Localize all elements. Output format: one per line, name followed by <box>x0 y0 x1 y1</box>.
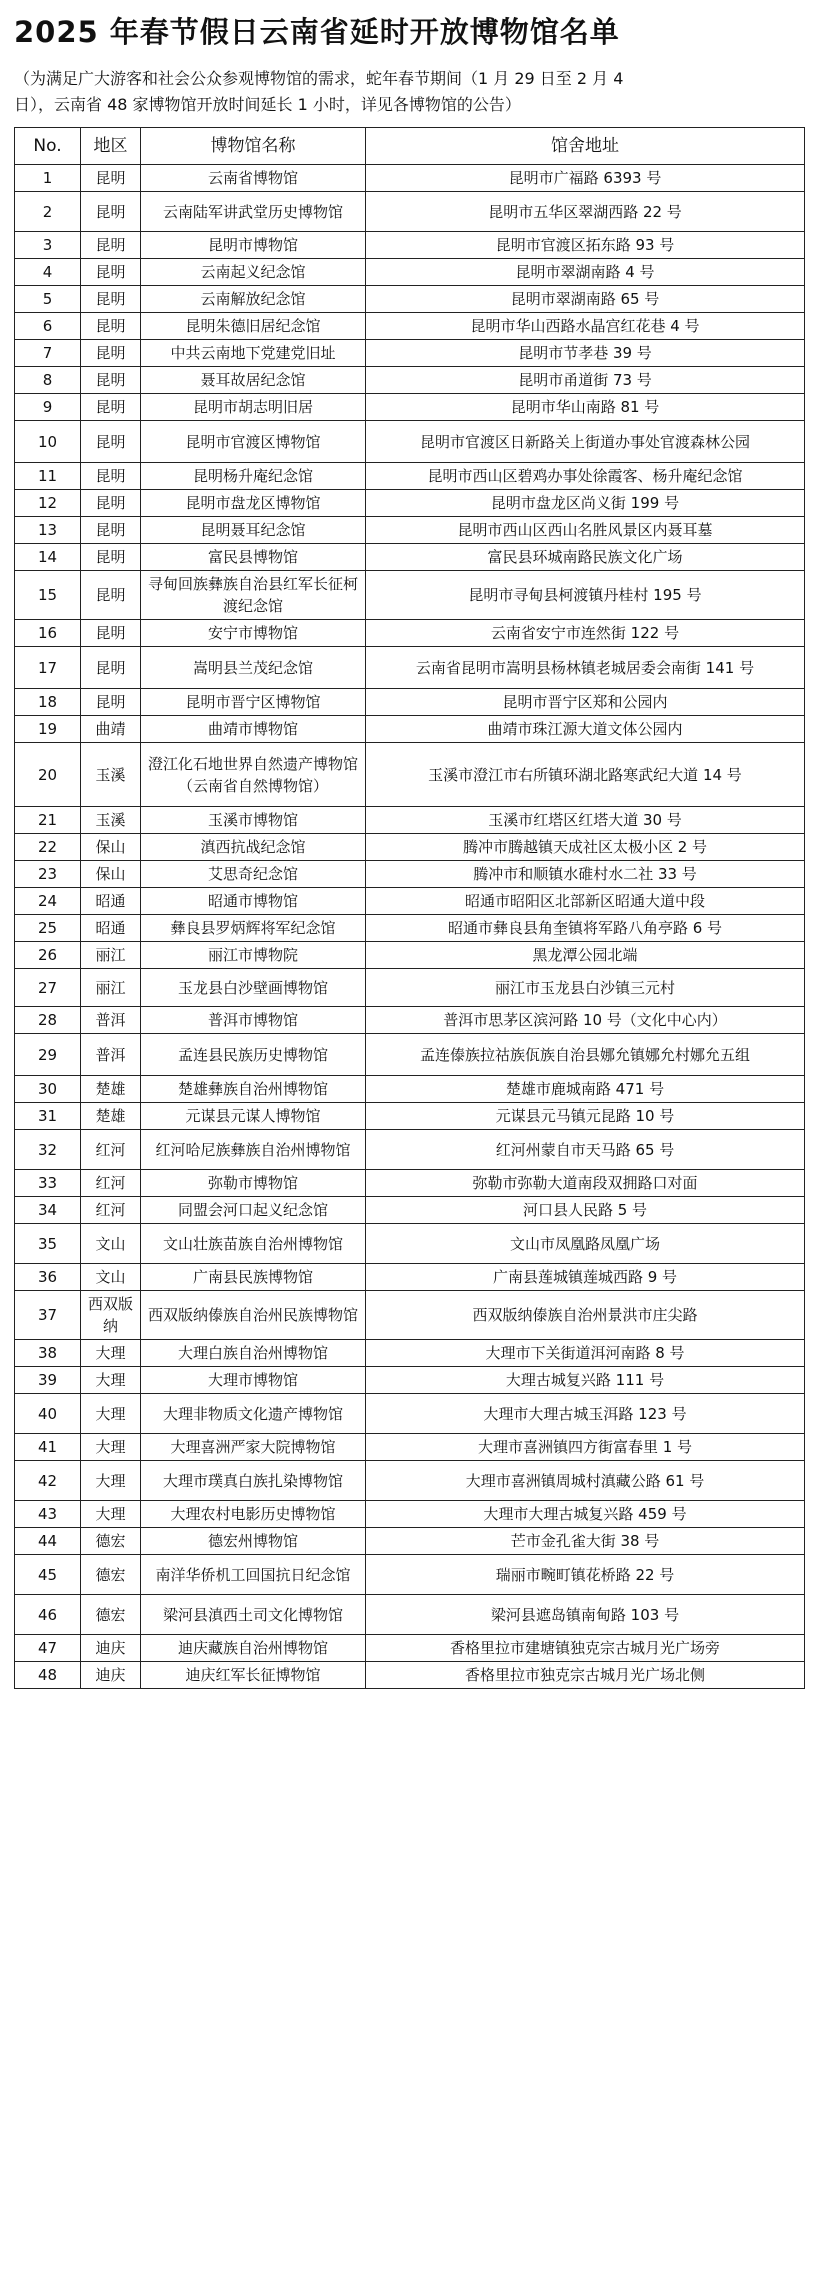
cell-area: 德宏 <box>81 1528 141 1555</box>
cell-area: 大理 <box>81 1501 141 1528</box>
cell-no: 21 <box>15 807 81 834</box>
cell-museum-name: 云南起义纪念馆 <box>141 259 366 286</box>
cell-address: 孟连傣族拉祜族佤族自治县娜允镇娜允村娜允五组 <box>366 1034 805 1076</box>
cell-area: 昆明 <box>81 463 141 490</box>
cell-area: 昆明 <box>81 394 141 421</box>
cell-area: 昆明 <box>81 165 141 192</box>
cell-no: 27 <box>15 969 81 1007</box>
cell-no: 34 <box>15 1197 81 1224</box>
table-row <box>15 192 805 232</box>
cell-museum-name: 玉龙县白沙壁画博物馆 <box>141 969 366 1007</box>
cell-no: 25 <box>15 915 81 942</box>
cell-address: 广南县莲城镇莲城西路 9 号 <box>366 1264 805 1291</box>
cell-museum-name: 弥勒市博物馆 <box>141 1170 366 1197</box>
cell-museum-name: 滇西抗战纪念馆 <box>141 834 366 861</box>
table-row <box>15 969 805 1007</box>
cell-address: 昭通市彝良县角奎镇将军路八角亭路 6 号 <box>366 915 805 942</box>
cell-museum-name: 昆明杨升庵纪念馆 <box>141 463 366 490</box>
cell-address: 元谋县元马镇元昆路 10 号 <box>366 1103 805 1130</box>
cell-no: 14 <box>15 544 81 571</box>
cell-area: 大理 <box>81 1340 141 1367</box>
cell-museum-name: 大理市璞真白族扎染博物馆 <box>141 1461 366 1501</box>
cell-no: 8 <box>15 367 81 394</box>
cell-address: 昆明市翠湖南路 4 号 <box>366 259 805 286</box>
cell-address: 弥勒市弥勒大道南段双拥路口对面 <box>366 1170 805 1197</box>
table-row <box>15 1394 805 1434</box>
cell-area: 红河 <box>81 1170 141 1197</box>
cell-museum-name: 聂耳故居纪念馆 <box>141 367 366 394</box>
table-row <box>15 1555 805 1595</box>
cell-area: 昆明 <box>81 620 141 647</box>
cell-no: 48 <box>15 1662 81 1689</box>
table-row <box>15 1224 805 1264</box>
cell-address: 昆明市官渡区拓东路 93 号 <box>366 232 805 259</box>
cell-address: 昆明市晋宁区郑和公园内 <box>366 689 805 716</box>
cell-area: 大理 <box>81 1461 141 1501</box>
cell-museum-name: 文山壮族苗族自治州博物馆 <box>141 1224 366 1264</box>
table-row <box>15 1291 805 1340</box>
table-row <box>15 1076 805 1103</box>
cell-no: 12 <box>15 490 81 517</box>
cell-museum-name: 云南解放纪念馆 <box>141 286 366 313</box>
cell-address: 昆明市节孝巷 39 号 <box>366 340 805 367</box>
table-row <box>15 259 805 286</box>
cell-museum-name: 大理市博物馆 <box>141 1367 366 1394</box>
table-row <box>15 743 805 807</box>
cell-museum-name: 元谋县元谋人博物馆 <box>141 1103 366 1130</box>
cell-area: 丽江 <box>81 969 141 1007</box>
cell-area: 丽江 <box>81 942 141 969</box>
cell-area: 昆明 <box>81 340 141 367</box>
cell-no: 41 <box>15 1434 81 1461</box>
cell-museum-name: 昆明市博物馆 <box>141 232 366 259</box>
cell-address: 昆明市华山南路 81 号 <box>366 394 805 421</box>
cell-no: 2 <box>15 192 81 232</box>
cell-museum-name: 昆明朱德旧居纪念馆 <box>141 313 366 340</box>
table-row <box>15 1103 805 1130</box>
cell-no: 43 <box>15 1501 81 1528</box>
cell-museum-name: 云南陆军讲武堂历史博物馆 <box>141 192 366 232</box>
cell-museum-name: 昆明市盘龙区博物馆 <box>141 490 366 517</box>
table-row <box>15 716 805 743</box>
cell-area: 昆明 <box>81 490 141 517</box>
cell-museum-name: 曲靖市博物馆 <box>141 716 366 743</box>
cell-no: 32 <box>15 1130 81 1170</box>
table-row <box>15 1264 805 1291</box>
cell-no: 31 <box>15 1103 81 1130</box>
cell-area: 大理 <box>81 1394 141 1434</box>
cell-no: 26 <box>15 942 81 969</box>
cell-address: 昆明市寻甸县柯渡镇丹桂村 195 号 <box>366 571 805 620</box>
cell-area: 昆明 <box>81 367 141 394</box>
table-row <box>15 490 805 517</box>
cell-area: 红河 <box>81 1197 141 1224</box>
table-row <box>15 367 805 394</box>
table-row <box>15 394 805 421</box>
cell-museum-name: 南洋华侨机工回国抗日纪念馆 <box>141 1555 366 1595</box>
cell-no: 47 <box>15 1635 81 1662</box>
cell-museum-name: 迪庆红军长征博物馆 <box>141 1662 366 1689</box>
cell-no: 29 <box>15 1034 81 1076</box>
cell-address: 红河州蒙自市天马路 65 号 <box>366 1130 805 1170</box>
cell-area: 玉溪 <box>81 743 141 807</box>
cell-museum-name: 大理非物质文化遗产博物馆 <box>141 1394 366 1434</box>
cell-address: 曲靖市珠江源大道文体公园内 <box>366 716 805 743</box>
table-row <box>15 1434 805 1461</box>
cell-museum-name: 昆明市官渡区博物馆 <box>141 421 366 463</box>
cell-museum-name: 昆明聂耳纪念馆 <box>141 517 366 544</box>
cell-museum-name: 大理白族自治州博物馆 <box>141 1340 366 1367</box>
table-row <box>15 544 805 571</box>
cell-address: 大理市喜洲镇周城村滇藏公路 61 号 <box>366 1461 805 1501</box>
cell-no: 10 <box>15 421 81 463</box>
cell-museum-name: 寻甸回族彝族自治县红军长征柯渡纪念馆 <box>141 571 366 620</box>
cell-area: 大理 <box>81 1434 141 1461</box>
cell-museum-name: 昆明市胡志明旧居 <box>141 394 366 421</box>
cell-address: 香格里拉市建塘镇独克宗古城月光广场旁 <box>366 1635 805 1662</box>
cell-area: 昆明 <box>81 647 141 689</box>
cell-address: 芒市金孔雀大街 38 号 <box>366 1528 805 1555</box>
cell-no: 44 <box>15 1528 81 1555</box>
cell-no: 30 <box>15 1076 81 1103</box>
table-row <box>15 888 805 915</box>
cell-area: 文山 <box>81 1224 141 1264</box>
cell-address: 香格里拉市独克宗古城月光广场北侧 <box>366 1662 805 1689</box>
cell-no: 42 <box>15 1461 81 1501</box>
page-title: 2025 年春节假日云南省延时开放博物馆名单 <box>14 15 620 49</box>
cell-no: 17 <box>15 647 81 689</box>
cell-area: 楚雄 <box>81 1103 141 1130</box>
table-row <box>15 1130 805 1170</box>
museum-table <box>14 127 805 1689</box>
table-header-row <box>15 128 805 165</box>
header-area: 地区 <box>81 128 141 165</box>
cell-museum-name: 艾思奇纪念馆 <box>141 861 366 888</box>
table-row <box>15 313 805 340</box>
cell-area: 大理 <box>81 1367 141 1394</box>
cell-address: 普洱市思茅区滨河路 10 号（文化中心内） <box>366 1007 805 1034</box>
cell-no: 6 <box>15 313 81 340</box>
cell-address: 昆明市华山西路水晶宫红花巷 4 号 <box>366 313 805 340</box>
table-row <box>15 1461 805 1501</box>
cell-no: 37 <box>15 1291 81 1340</box>
table-row <box>15 340 805 367</box>
table-row <box>15 1501 805 1528</box>
cell-no: 5 <box>15 286 81 313</box>
cell-address: 昆明市官渡区日新路关上街道办事处官渡森林公园 <box>366 421 805 463</box>
cell-museum-name: 彝良县罗炳辉将军纪念馆 <box>141 915 366 942</box>
cell-museum-name: 昆明市晋宁区博物馆 <box>141 689 366 716</box>
cell-address: 云南省昆明市嵩明县杨林镇老城居委会南街 141 号 <box>366 647 805 689</box>
cell-museum-name: 大理农村电影历史博物馆 <box>141 1501 366 1528</box>
cell-museum-name: 同盟会河口起义纪念馆 <box>141 1197 366 1224</box>
cell-museum-name: 楚雄彝族自治州博物馆 <box>141 1076 366 1103</box>
cell-no: 40 <box>15 1394 81 1434</box>
table-row <box>15 232 805 259</box>
cell-address: 玉溪市澄江市右所镇环湖北路寒武纪大道 14 号 <box>366 743 805 807</box>
cell-no: 28 <box>15 1007 81 1034</box>
cell-area: 昭通 <box>81 888 141 915</box>
cell-address: 昆明市广福路 6393 号 <box>366 165 805 192</box>
cell-no: 35 <box>15 1224 81 1264</box>
cell-area: 昭通 <box>81 915 141 942</box>
cell-museum-name: 西双版纳傣族自治州民族博物馆 <box>141 1291 366 1340</box>
cell-no: 16 <box>15 620 81 647</box>
cell-no: 18 <box>15 689 81 716</box>
table-row <box>15 571 805 620</box>
cell-area: 迪庆 <box>81 1662 141 1689</box>
cell-no: 36 <box>15 1264 81 1291</box>
cell-no: 9 <box>15 394 81 421</box>
cell-museum-name: 梁河县滇西土司文化博物馆 <box>141 1595 366 1635</box>
table-row <box>15 915 805 942</box>
cell-museum-name: 迪庆藏族自治州博物馆 <box>141 1635 366 1662</box>
cell-address: 昆明市西山区碧鸡办事处徐霞客、杨升庵纪念馆 <box>366 463 805 490</box>
cell-area: 昆明 <box>81 571 141 620</box>
cell-museum-name: 富民县博物馆 <box>141 544 366 571</box>
cell-museum-name: 云南省博物馆 <box>141 165 366 192</box>
table-row <box>15 1635 805 1662</box>
cell-no: 38 <box>15 1340 81 1367</box>
cell-no: 13 <box>15 517 81 544</box>
cell-address: 昆明市甬道街 73 号 <box>366 367 805 394</box>
cell-no: 20 <box>15 743 81 807</box>
cell-address: 昆明市五华区翠湖西路 22 号 <box>366 192 805 232</box>
cell-area: 迪庆 <box>81 1635 141 1662</box>
cell-no: 46 <box>15 1595 81 1635</box>
table-row <box>15 807 805 834</box>
cell-area: 楚雄 <box>81 1076 141 1103</box>
cell-no: 19 <box>15 716 81 743</box>
table-row <box>15 286 805 313</box>
intro-note <box>14 66 814 118</box>
table-row <box>15 1662 805 1689</box>
cell-no: 45 <box>15 1555 81 1595</box>
cell-area: 文山 <box>81 1264 141 1291</box>
table-row <box>15 620 805 647</box>
cell-museum-name: 昭通市博物馆 <box>141 888 366 915</box>
cell-address: 河口县人民路 5 号 <box>366 1197 805 1224</box>
cell-no: 7 <box>15 340 81 367</box>
cell-address: 昆明市翠湖南路 65 号 <box>366 286 805 313</box>
cell-address: 大理古城复兴路 111 号 <box>366 1367 805 1394</box>
cell-no: 15 <box>15 571 81 620</box>
cell-address: 富民县环城南路民族文化广场 <box>366 544 805 571</box>
table-row <box>15 1170 805 1197</box>
cell-address: 昆明市西山区西山名胜风景区内聂耳墓 <box>366 517 805 544</box>
cell-area: 普洱 <box>81 1034 141 1076</box>
cell-no: 1 <box>15 165 81 192</box>
table-row <box>15 1007 805 1034</box>
cell-area: 曲靖 <box>81 716 141 743</box>
cell-museum-name: 大理喜洲严家大院博物馆 <box>141 1434 366 1461</box>
cell-address: 瑞丽市畹町镇花桥路 22 号 <box>366 1555 805 1595</box>
cell-address: 腾冲市和顺镇水碓村水二社 33 号 <box>366 861 805 888</box>
table-row <box>15 1340 805 1367</box>
header-address: 馆舍地址 <box>366 128 805 165</box>
cell-address: 云南省安宁市连然街 122 号 <box>366 620 805 647</box>
table-row <box>15 1034 805 1076</box>
table-row <box>15 861 805 888</box>
cell-no: 11 <box>15 463 81 490</box>
cell-address: 大理市大理古城玉洱路 123 号 <box>366 1394 805 1434</box>
intro-line-1: （为满足广大游客和社会公众参观博物馆的需求，蛇年春节期间（1 月 29 日至 2 月 4 <box>14 69 624 88</box>
cell-area: 普洱 <box>81 1007 141 1034</box>
cell-no: 23 <box>15 861 81 888</box>
cell-area: 昆明 <box>81 544 141 571</box>
cell-area: 玉溪 <box>81 807 141 834</box>
cell-address: 大理市大理古城复兴路 459 号 <box>366 1501 805 1528</box>
header-no: No. <box>15 128 81 165</box>
cell-no: 3 <box>15 232 81 259</box>
cell-museum-name: 丽江市博物院 <box>141 942 366 969</box>
cell-museum-name: 嵩明县兰茂纪念馆 <box>141 647 366 689</box>
cell-area: 昆明 <box>81 192 141 232</box>
cell-address: 文山市凤凰路凤凰广场 <box>366 1224 805 1264</box>
cell-address: 丽江市玉龙县白沙镇三元村 <box>366 969 805 1007</box>
cell-area: 德宏 <box>81 1555 141 1595</box>
cell-address: 楚雄市鹿城南路 471 号 <box>366 1076 805 1103</box>
cell-no: 24 <box>15 888 81 915</box>
cell-area: 红河 <box>81 1130 141 1170</box>
table-row <box>15 1197 805 1224</box>
cell-no: 4 <box>15 259 81 286</box>
cell-area: 西双版纳 <box>81 1291 141 1340</box>
cell-museum-name: 广南县民族博物馆 <box>141 1264 366 1291</box>
cell-address: 玉溪市红塔区红塔大道 30 号 <box>366 807 805 834</box>
table-row <box>15 834 805 861</box>
cell-area: 昆明 <box>81 286 141 313</box>
cell-area: 德宏 <box>81 1595 141 1635</box>
cell-address: 大理市喜洲镇四方街富春里 1 号 <box>366 1434 805 1461</box>
cell-area: 昆明 <box>81 517 141 544</box>
cell-address: 梁河县遮岛镇南甸路 103 号 <box>366 1595 805 1635</box>
table-body <box>15 165 805 1689</box>
header-name: 博物馆名称 <box>141 128 366 165</box>
cell-area: 昆明 <box>81 421 141 463</box>
intro-line-2: 日），云南省 48 家博物馆开放时间延长 1 小时，详见各博物馆的公告） <box>14 95 521 114</box>
cell-museum-name: 红河哈尼族彝族自治州博物馆 <box>141 1130 366 1170</box>
table-row <box>15 1595 805 1635</box>
cell-museum-name: 孟连县民族历史博物馆 <box>141 1034 366 1076</box>
cell-area: 保山 <box>81 861 141 888</box>
cell-museum-name: 中共云南地下党建党旧址 <box>141 340 366 367</box>
table-row <box>15 647 805 689</box>
table-row <box>15 942 805 969</box>
table-row <box>15 689 805 716</box>
cell-address: 昆明市盘龙区尚义街 199 号 <box>366 490 805 517</box>
cell-no: 33 <box>15 1170 81 1197</box>
cell-address: 大理市下关街道洱河南路 8 号 <box>366 1340 805 1367</box>
cell-address: 昭通市昭阳区北部新区昭通大道中段 <box>366 888 805 915</box>
cell-address: 西双版纳傣族自治州景洪市庄尖路 <box>366 1291 805 1340</box>
table-row <box>15 1367 805 1394</box>
cell-address: 黑龙潭公园北端 <box>366 942 805 969</box>
table-row <box>15 517 805 544</box>
cell-area: 保山 <box>81 834 141 861</box>
cell-museum-name: 普洱市博物馆 <box>141 1007 366 1034</box>
table-row <box>15 1528 805 1555</box>
cell-no: 39 <box>15 1367 81 1394</box>
cell-area: 昆明 <box>81 232 141 259</box>
table-row <box>15 421 805 463</box>
cell-area: 昆明 <box>81 689 141 716</box>
cell-no: 22 <box>15 834 81 861</box>
table-row <box>15 165 805 192</box>
table-row <box>15 463 805 490</box>
cell-area: 昆明 <box>81 313 141 340</box>
cell-museum-name: 安宁市博物馆 <box>141 620 366 647</box>
cell-area: 昆明 <box>81 259 141 286</box>
cell-museum-name: 澄江化石地世界自然遗产博物馆（云南省自然博物馆） <box>141 743 366 807</box>
cell-museum-name: 玉溪市博物馆 <box>141 807 366 834</box>
cell-address: 腾冲市腾越镇天成社区太极小区 2 号 <box>366 834 805 861</box>
cell-museum-name: 德宏州博物馆 <box>141 1528 366 1555</box>
